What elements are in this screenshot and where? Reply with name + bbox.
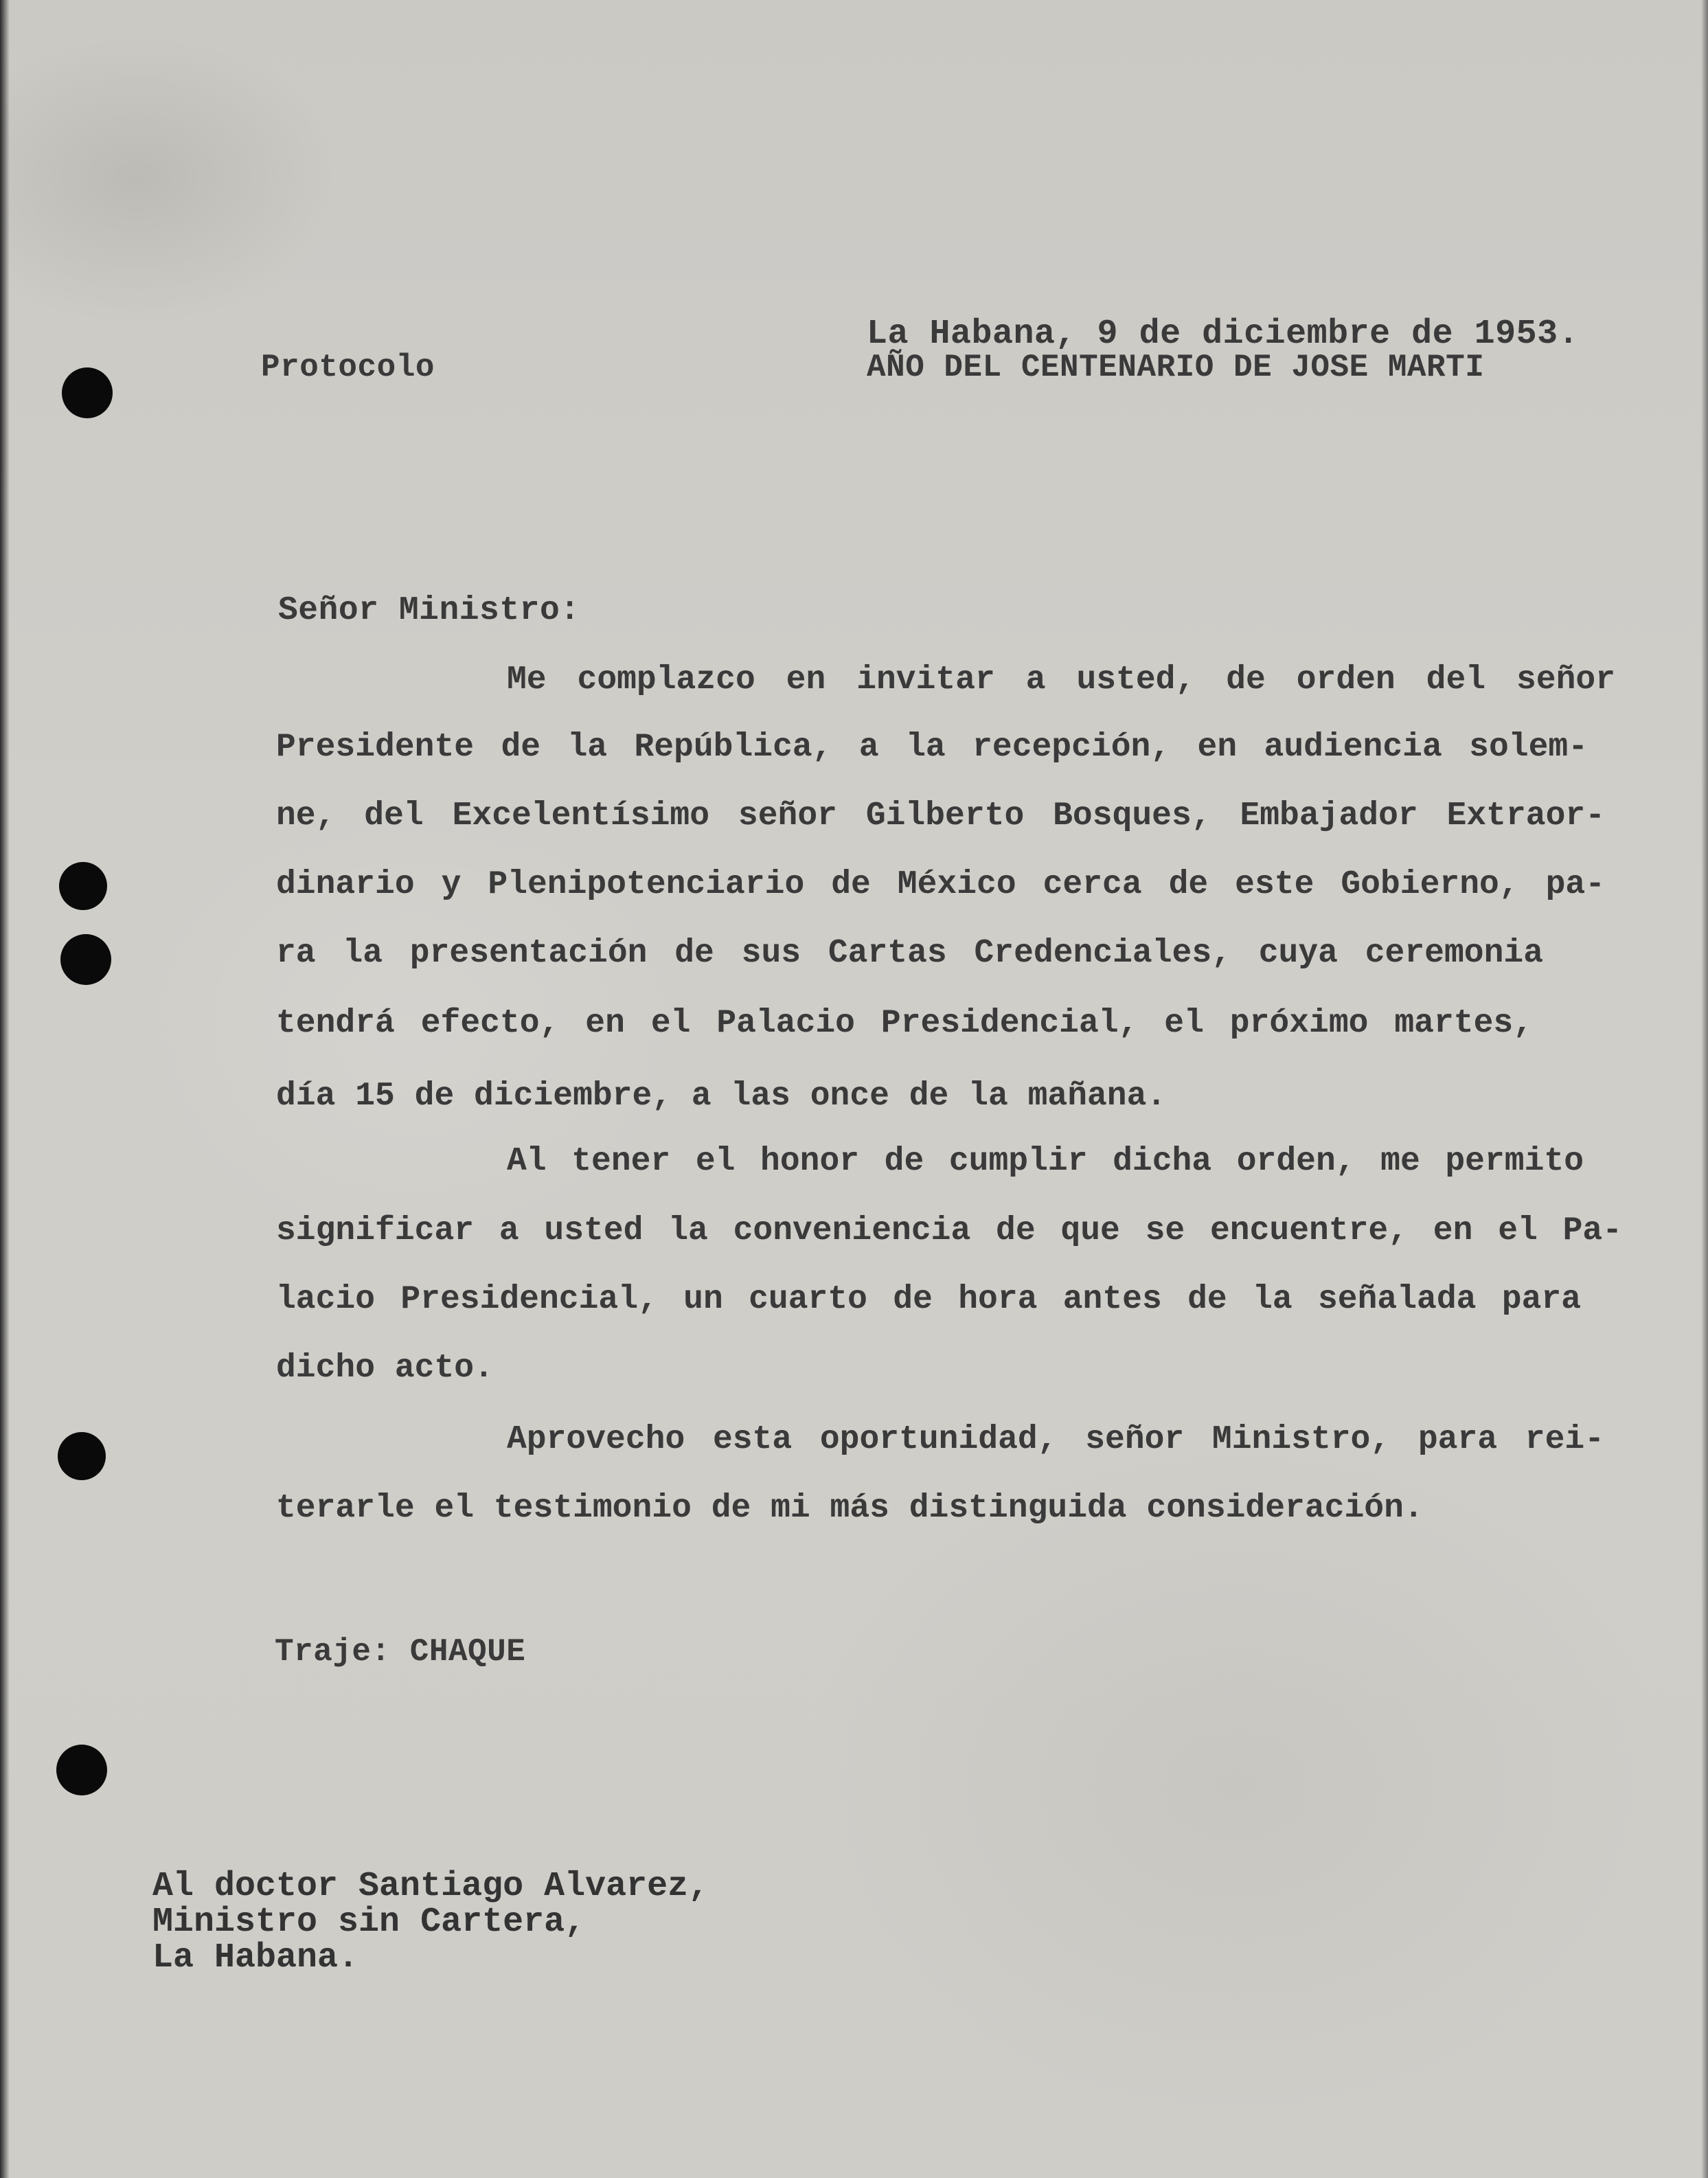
punch-hole (59, 862, 107, 910)
paragraph-line: Presidente de la República, a la recepción, en audiencia solem- (276, 729, 1588, 766)
salutation: Señor Ministro: (278, 592, 580, 629)
punch-hole (60, 934, 111, 985)
punch-hole (56, 1745, 107, 1795)
paragraph-line: día 15 de diciembre, a las once de la mañana. (276, 1078, 1167, 1115)
paragraph-line: dinario y Plenipotenciario de México cerca de este Gobierno, pa- (276, 866, 1605, 903)
year-motto: AÑO DEL CENTENARIO DE JOSE MARTI (867, 350, 1485, 385)
paragraph-line: significar a usted la conveniencia de que se encuentre, en el Pa- (276, 1212, 1622, 1249)
dress-code: Traje: CHAQUE (275, 1634, 526, 1670)
paragraph-line: Me complazco en invitar a usted, de orden del señor (507, 661, 1615, 699)
date-line: La Habana, 9 de diciembre de 1953. (867, 315, 1580, 354)
addressee-line: Al doctor Santiago Alvarez, (152, 1867, 709, 1906)
addressee-line: La Habana. (152, 1938, 359, 1977)
paragraph-line: tendrá efecto, en el Palacio Presidencial, el próximo martes, (276, 1005, 1533, 1042)
addressee-line: Ministro sin Cartera, (152, 1903, 586, 1942)
paragraph-line: dicho acto. (276, 1350, 494, 1387)
page-edge-right (1701, 0, 1708, 2178)
paragraph-line: ra la presentación de sus Cartas Credenciales, cuya ceremonia (276, 935, 1543, 972)
page-edge-left (0, 0, 10, 2178)
punch-hole (58, 1432, 106, 1480)
punch-hole (62, 367, 113, 418)
department-label: Protocolo (261, 350, 435, 385)
paragraph-line: Aprovecho esta oportunidad, señor Ministro, para rei- (507, 1421, 1604, 1458)
paragraph-line: lacio Presidencial, un cuarto de hora antes de la señalada para (276, 1281, 1581, 1318)
paragraph-line: terarle el testimonio de mi más distinguida consideración. (276, 1490, 1424, 1527)
paragraph-line: ne, del Excelentísimo señor Gilberto Bosques, Embajador Extraor- (276, 797, 1605, 835)
paragraph-line: Al tener el honor de cumplir dicha orden, me permito (507, 1143, 1584, 1180)
